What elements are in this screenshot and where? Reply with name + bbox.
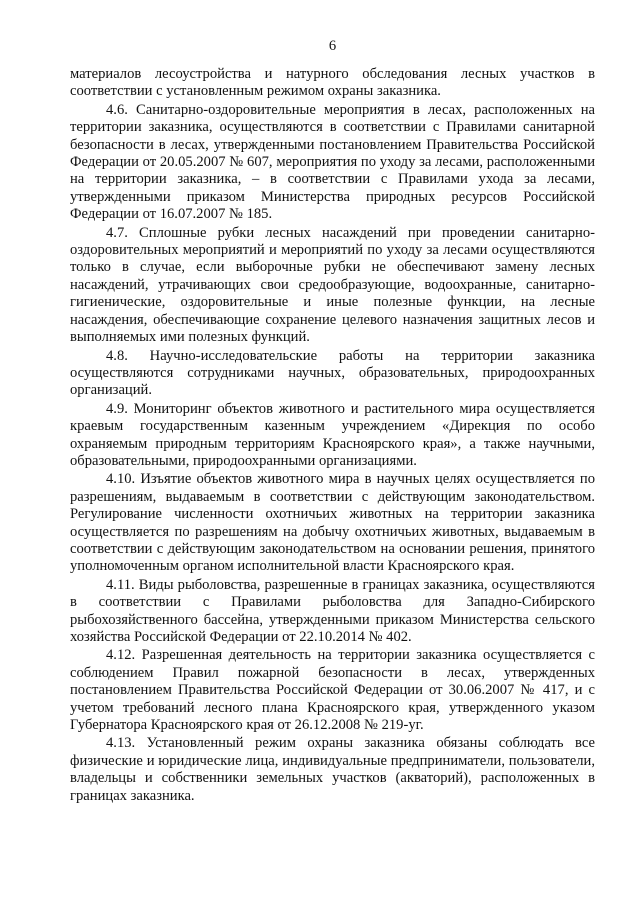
paragraph-4-9: 4.9. Мониторинг объектов животного и растительного мира осуществляется краевым государственным казенным учреждением «Дирекция по особо охраняемым природным территориям Красноярского края», а также научными, образовательными, природоохранными организациями. [70,400,595,469]
document-body [70,66,595,806]
paragraph-4-6: 4.6. Санитарно-оздоровительные мероприятия в лесах, расположенных на территории заказника, осуществляются в соответствии с Правилами санитарной безопасности в лесах, утвержденными постановлением Правительства Российской Федерации от 20.05.2007 № 607, мероприятия по уходу за лесами, расположенными на территории заказника, – в соответствии с Правилами ухода за лесами, утвержденными приказом Министерства природных ресурсов Российской Федерации от 16.07.2007 № 185. [70,101,595,223]
paragraph-4-10: 4.10. Изъятие объектов животного мира в научных целях осуществляется по разрешениям, выдаваемым в соответствии с действующим законодательством. Регулирование численности охотничьих животных на территории заказника осуществляется по разрешениям на добычу охотничьих животных, выдаваемым в соответствии с действующим законодательством на основании решения, принятого уполномоченным органом исполнительной власти Красноярского края. [70,471,595,575]
document-page [70,0,595,905]
paragraph-4-8: 4.8. Научно-исследовательские работы на территории заказника осуществляются сотрудниками научных, образовательных, природоохранных организаций. [70,347,595,399]
paragraph-4-13: 4.13. Установленный режим охраны заказника обязаны соблюдать все физические и юридические лица, индивидуальные предприниматели, пользователи, владельцы и собственники земельных участков (акваторий), расположенных в границах заказника. [70,735,595,804]
paragraph-4-12: 4.12. Разрешенная деятельность на территории заказника осуществляется с соблюдением Правил пожарной безопасности в лесах, утвержденных постановлением Правительства Российской Федерации от 30.06.2007 № 417, и с учетом требований лесного плана Красноярского края, утвержденного указом Губернатора Красноярского края от 26.12.2008 № 219-уг. [70,647,595,734]
page-number: 6 [328,38,337,54]
paragraph-continuation: материалов лесоустройства и натурного обследования лесных участков в соответствии с установленным режимом охраны заказника. [70,66,595,100]
paragraph-4-7: 4.7. Сплошные рубки лесных насаждений при проведении санитарно-оздоровительных мероприятий и мероприятий по уходу за лесами осуществляются только в случае, если выборочные рубки не обеспечивают замену лесных насаждений, утрачивающих свои средообразующие, водоохранные, санитарно-гигиенические, оздоровительные и иные полезные функции, на лесные насаждения, обеспечивающие сохранение целевого назначения защитных лесов и выполняемых ими полезных функций. [70,224,595,346]
paragraph-4-11: 4.11. Виды рыболовства, разрешенные в границах заказника, осуществляются в соответствии с Правилами рыболовства для Западно-Сибирского рыбохозяйственного бассейна, утвержденными приказом Министерства сельского хозяйства Российской Федерации от 22.10.2014 № 402. [70,576,595,645]
